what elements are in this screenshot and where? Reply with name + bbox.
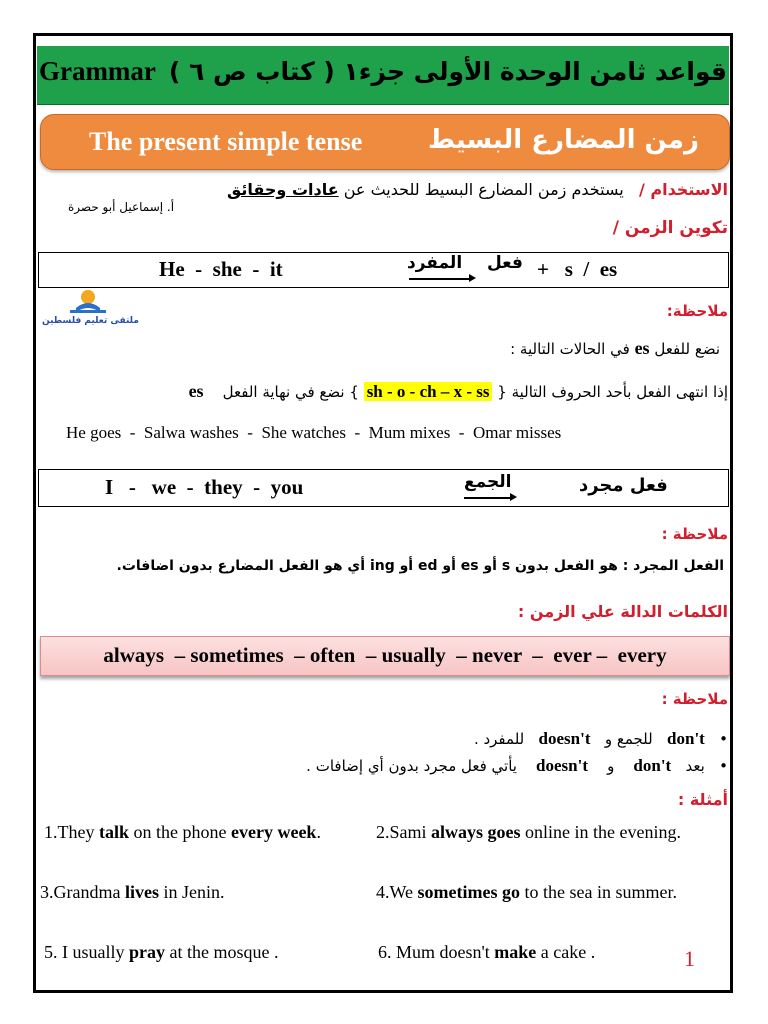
note3-dont: don't [667, 729, 705, 748]
note1-line2-pre: إذا انتهى الفعل بأحد الحروف التالية { [497, 383, 728, 401]
singular-label: المفرد [407, 253, 463, 273]
note1-line1-post: في الحالات التالية : [510, 340, 630, 358]
note1-label: ملاحظة: [666, 302, 728, 320]
note3-bullet1 [474, 729, 728, 749]
verb-label: فعل [487, 253, 523, 273]
example-4: 4.We sometimes go to the sea in summer. [376, 882, 678, 902]
plural-label: الجمع [464, 472, 512, 492]
example-5: 5. I usually pray at the mosque . [44, 942, 279, 962]
time-words: always – sometimes – often – usually – never – ever – every [103, 643, 667, 667]
note3-bullet2 [306, 756, 728, 776]
note3-plural: للجمع و [604, 730, 653, 748]
tense-banner [40, 114, 730, 170]
note3-after: بعد [685, 757, 705, 775]
formation-label: تكوين الزمن / [612, 218, 728, 238]
example-3: 3.Grandma lives in Jenin. [40, 882, 225, 902]
note3-label: ملاحظة : [661, 690, 728, 708]
note1-line2-mid: } نضع في نهاية الفعل [222, 383, 359, 401]
note3-dont-2: don't [633, 756, 672, 775]
page-number: 1 [684, 946, 695, 971]
logo-text: ملتقى تعليم فلسطين [42, 316, 139, 326]
plural-arrow [464, 497, 512, 499]
plural-formula-box [38, 469, 729, 507]
example-2: 2.Sami always goes online in the evening. [376, 822, 681, 842]
author-credit: أ. إسماعيل أبو حصرة [68, 200, 175, 214]
header-title-ar: قواعد ثامن الوحدة الأولى جزء١ ( كتاب ص ٦ ) [168, 57, 728, 86]
examples-label: أمثلة : [677, 790, 728, 809]
singular-arrow-head [469, 274, 476, 282]
bullet-icon: • [719, 757, 728, 775]
example-6: 6. Mum doesn't make a cake . [378, 942, 596, 962]
banner-title-en: The present simple tense [89, 127, 363, 156]
note3-singular: للمفرد . [473, 730, 525, 748]
usage-text: يستخدم زمن المضارع البسيط للحديث عن [343, 180, 624, 199]
time-words-label: الكلمات الدالة علي الزمن : [517, 602, 728, 621]
es-examples: He goes - Salwa washes - She watches - Mum mixes - Omar misses [66, 423, 562, 442]
note1-es-2: es [188, 381, 204, 401]
site-logo [40, 288, 139, 328]
page-border [33, 33, 733, 993]
note3-doesnt: doesn't [538, 729, 591, 748]
note1-line2 [189, 381, 728, 402]
singular-arrow [409, 278, 471, 280]
usage-line [227, 180, 728, 199]
banner-title-ar: زمن المضارع البسيط [428, 125, 699, 155]
note3-and: و [607, 757, 615, 775]
note3-doesnt-2: doesn't [536, 756, 589, 775]
time-words-box [40, 636, 730, 676]
example-1: 1.They talk on the phone every week. [44, 822, 321, 842]
singular-ending: + s / es [537, 257, 618, 281]
singular-subjects: He - she - it [159, 257, 283, 281]
note1-es: es [634, 338, 650, 358]
bullet-icon: • [719, 730, 728, 748]
note2-label: ملاحظة : [661, 525, 728, 543]
note2-text: الفعل المجرد : هو الفعل بدون s أو es أو ed أو ing أي هو الفعل المضارع بدون اضافات. [116, 558, 724, 574]
note1-line1-pre: نضع للفعل [654, 340, 720, 358]
grammar-title: Grammar [38, 56, 156, 86]
plural-arrow-head [510, 493, 517, 501]
usage-keywords: عادات وحقائق [226, 180, 339, 199]
plural-subjects: I - we - they - you [105, 475, 304, 499]
note1-line1 [510, 338, 720, 359]
usage-label: الاستخدام / [638, 180, 728, 199]
page-header [37, 46, 729, 105]
singular-formula-box [38, 252, 729, 288]
note3-rest: يأتي فعل مجرد بدون أي إضافات . [306, 757, 517, 775]
ending-letters: sh - o - ch – x - ss [364, 382, 493, 401]
bare-verb-label: فعل مجرد [579, 475, 668, 496]
